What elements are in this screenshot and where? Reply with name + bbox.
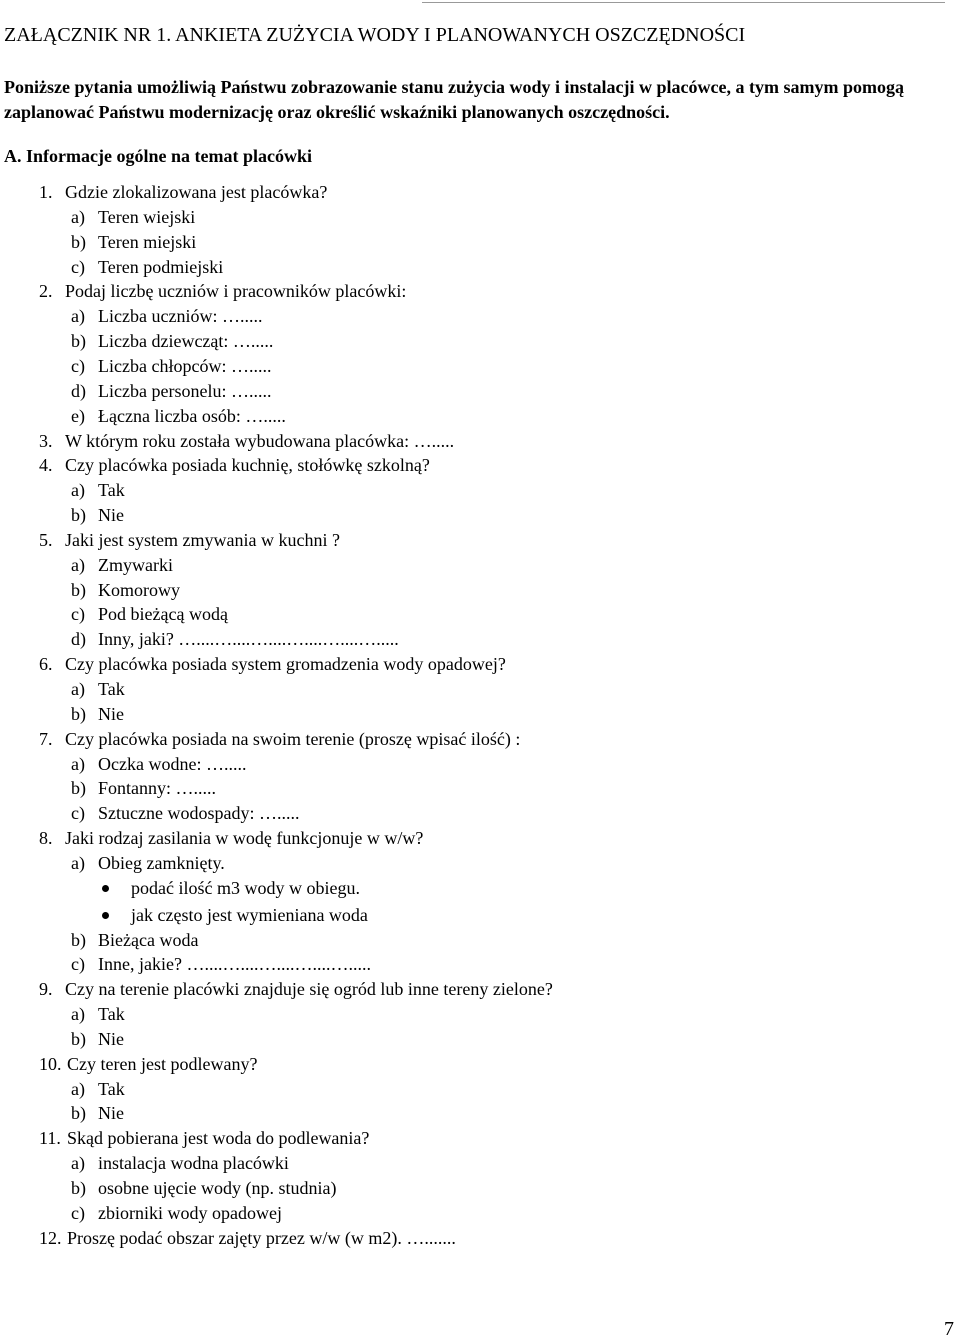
answer-option [71,554,173,576]
line-text: podać ilość m3 wody w obiegu. [131,877,360,898]
line-text: osobne ujęcie wody (np. studnia) [98,1178,337,1198]
line-text: Jaki jest system zmywania w kuchni ? [65,529,340,550]
option-letter: e) [71,405,85,426]
answer-option [71,1177,336,1199]
option-letter: a) [71,480,85,501]
answer-option [71,1202,282,1224]
option-letter: b) [71,703,86,724]
question-line [39,728,520,750]
line-text: Gdzie zlokalizowana jest placówka? [65,182,328,202]
question-number: 2. [39,281,53,302]
line-text: Czy placówka posiada na swoim terenie (proszę wpisać ilość) : [65,728,521,749]
line-text: Nie [98,505,124,526]
line-text: Oczka wodne: …..... [98,753,247,774]
answer-option [71,603,228,625]
question-line [39,529,340,551]
question-number: 5. [39,529,53,550]
option-letter: c) [71,355,85,376]
answer-option [71,628,399,650]
option-letter: c) [71,954,85,975]
question-line [39,1127,369,1149]
question-line [39,1227,456,1249]
answer-option [71,231,196,253]
line-text: Liczba uczniów: …..... [98,306,263,327]
line-text: jak często jest wymieniana woda [131,904,368,925]
question-line [39,827,423,849]
answer-option [71,380,271,402]
answer-option [71,678,125,700]
line-text: Liczba chłopców: …..... [98,355,272,376]
option-letter: a) [71,206,85,227]
line-text: Proszę podać obszar zajęty przez w/w (w m2). …....... [67,1227,456,1248]
line-text: Nie [98,1103,124,1124]
question-line [39,280,406,302]
line-text: Nie [98,703,124,724]
line-text: Bieżąca woda [98,929,199,950]
question-number: 6. [39,654,53,675]
answer-option [71,852,225,874]
question-line [39,181,327,203]
answer-option [71,405,286,427]
line-text: instalacja wodna placówki [98,1153,289,1174]
question-number: 9. [39,979,53,1000]
answer-option [71,504,124,526]
option-letter: b) [71,778,86,799]
option-letter: a) [71,1153,85,1174]
line-text: Nie [98,1028,124,1049]
bullet-item [131,877,360,899]
line-text: Czy placówka posiada system gromadzenia wody opadowej? [65,654,506,675]
line-text: Fontanny: …..... [98,778,217,799]
question-number: 8. [39,828,53,849]
line-text: Czy placówka posiada kuchnię, stołówkę szkolną? [65,455,430,476]
line-text: Komorowy [98,579,180,600]
line-text: Liczba dziewcząt: …..... [98,331,274,352]
answer-option [71,256,223,278]
option-letter: d) [71,629,86,650]
option-letter: a) [71,306,85,327]
option-letter: b) [71,1103,86,1124]
line-text: Inne, jakie? …....…....…....…....…..... [98,954,371,975]
question-number: 11. [39,1128,61,1149]
answer-option [71,355,271,377]
question-line [39,454,430,476]
answer-option [71,1152,289,1174]
section-heading: A. Informacje ogólne na temat placówki [4,146,312,166]
intro-paragraph: Poniższe pytania umożliwią Państwu zobrazowanie stanu zużycia wody i instalacji w placówce, a tym samym pomogą zaplanować Państwu modernizację oraz określić wskaźniki planowanych oszczędności. [4,77,904,122]
line-text: Tak [98,480,125,501]
option-letter: a) [71,679,85,699]
document-title: ZAŁĄCZNIK NR 1. ANKIETA ZUŻYCIA WODY I PLANOWANYCH OSZCZĘDNOŚCI [4,24,746,46]
option-letter: b) [71,929,86,950]
line-text: Obieg zamknięty. [98,852,225,873]
answer-option [71,206,195,228]
line-text: Podaj liczbę uczniów i pracowników placówki: [65,281,407,302]
bullet-item [131,904,368,926]
option-letter: b) [71,1178,86,1198]
page-number: 7 [944,1318,954,1340]
answer-option [71,330,273,352]
line-text: Inny, jaki? …....…....…....…....…....…..... [98,629,399,650]
answer-option [71,753,246,775]
line-text: Teren miejski [98,231,197,252]
answer-option [71,479,125,501]
answer-option [71,579,180,601]
line-text: Teren wiejski [98,206,196,227]
option-letter: a) [71,753,85,774]
line-text: Jaki rodzaj zasilania w wodę funkcjonuje w w/w? [65,828,424,849]
option-letter: b) [71,1028,86,1049]
line-text: Łączna liczba osób: …..... [98,405,286,426]
question-number: 4. [39,455,53,476]
question-number: 7. [39,728,53,749]
line-text: Skąd pobierana jest woda do podlewania? [67,1128,370,1149]
line-text: Sztuczne wodospady: …..... [98,803,300,824]
option-letter: c) [71,604,85,625]
line-text: Teren podmiejski [98,256,224,277]
question-number: 1. [39,182,53,202]
line-text: Tak [98,1078,125,1099]
line-text: Liczba personelu: …..... [98,380,272,401]
line-text: Tak [98,1004,125,1025]
question-number: 12. [39,1227,62,1248]
question-line [39,653,506,675]
option-letter: b) [71,579,86,600]
answer-option [71,953,371,975]
question-line [39,1053,257,1075]
option-letter: b) [71,231,86,252]
option-letter: b) [71,505,86,526]
question-number: 10. [39,1053,62,1074]
line-text: Czy na terenie placówki znajduje się ogród lub inne tereny zielone? [65,979,553,1000]
option-letter: d) [71,380,86,401]
answer-option [71,777,216,799]
answer-option [71,305,262,327]
line-text: Tak [98,679,125,699]
option-letter: a) [71,554,85,575]
line-text: zbiorniki wody opadowej [98,1202,282,1223]
option-letter: c) [71,1202,85,1223]
bullet-icon [102,912,109,919]
question-line [39,978,553,1000]
option-letter: a) [71,1004,85,1025]
line-text: Zmywarki [98,554,173,575]
option-letter: a) [71,852,85,873]
option-letter: b) [71,331,86,352]
question-number: 3. [39,430,53,451]
line-text: W którym roku została wybudowana placówka: …..... [65,430,455,451]
option-letter: c) [71,803,85,824]
answer-option [71,1078,125,1100]
line-text: Pod bieżącą wodą [98,604,228,625]
answer-option [71,802,299,824]
header-rule [422,2,945,3]
option-letter: c) [71,256,85,277]
answer-option [71,1028,124,1050]
line-text: Czy teren jest podlewany? [67,1053,258,1074]
answer-option [71,1102,124,1124]
question-line [39,430,454,452]
bullet-icon [102,885,109,892]
answer-option [71,929,198,951]
answer-option [71,1003,125,1025]
answer-option [71,703,124,725]
option-letter: a) [71,1078,85,1099]
